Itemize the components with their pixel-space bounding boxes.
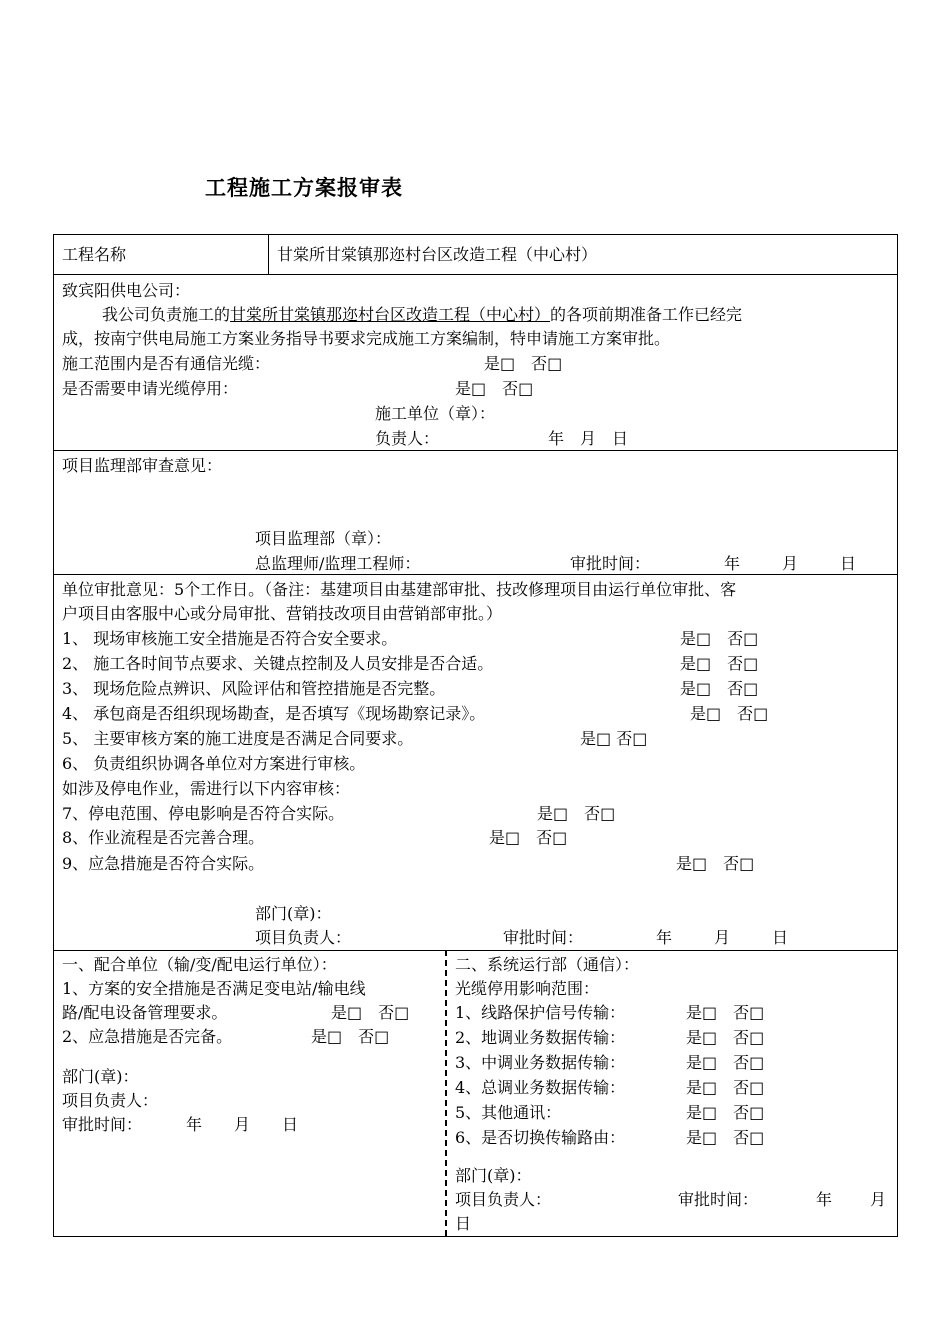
row-divider-3 [53,574,898,575]
application-date: 年 月 日 [548,429,629,448]
application-body-pre: 我公司负责施工的 [102,305,231,324]
review-item-options[interactable]: 是□ 否□ [680,679,759,698]
supervision-engineer: 总监理师/监理工程师： [255,554,421,573]
outage-item-text: 9、应急措施是否符合实际。 [62,854,265,873]
coop-unit-dept-seal: 部门(章)： [62,1067,139,1086]
unit-review-day: 日 [772,928,789,947]
supervision-year: 年 [724,554,741,573]
supervision-day: 日 [840,554,857,573]
sys-ops-month: 月 [870,1190,887,1209]
unit-review-approval-time: 审批时间： [503,928,584,947]
coop-unit-line1: 1、方案的安全措施是否满足变电站/输电线 [62,979,366,998]
document-title: 工程施工方案报审表 [205,175,403,200]
sys-ops-item-options[interactable]: 是□ 否□ [686,1128,765,1147]
row-divider-1 [53,274,898,275]
addressee: 致宾阳供电公司： [62,281,191,300]
sys-ops-heading: 二、系统运行部（通信）： [455,955,640,974]
application-body-line1 [102,305,742,325]
coop-unit-line3: 2、应急措施是否完备。 [62,1027,233,1046]
sys-ops-scope: 光缆停用影响范围： [455,979,600,998]
supervision-approval-time: 审批时间： [570,554,651,573]
table-bottom-border [53,1236,898,1237]
application-body-project: 甘棠所甘棠镇那迩村台区改造工程（中心村） [230,305,551,324]
review-item-options[interactable]: 是□ 否□ [690,704,769,723]
row-divider-4 [53,950,898,951]
review-item-text: 1、 现场审核施工安全措施是否符合安全要求。 [62,629,398,648]
sys-ops-item-text: 6、是否切换传输路由： [455,1128,626,1147]
application-body-line2: 成，按南宁供电局施工方案业务指导书要求完成施工方案编制，特申请施工方案审批。 [62,329,671,348]
review-item-text: 5、 主要审核方案的施工进度是否满足合同要求。 [62,729,414,748]
table-top-border [53,234,898,235]
outage-item-options[interactable]: 是□ 否□ [676,854,755,873]
coop-unit-line3-options[interactable]: 是□ 否□ [311,1027,390,1046]
row-divider-2 [53,450,898,451]
review-item-text: 2、 施工各时间节点要求、关键点控制及人员安排是否合适。 [62,654,494,673]
question-fiber-in-scope: 施工范围内是否有通信光缆： [62,354,271,373]
coop-unit-project-lead: 项目负责人： [62,1091,159,1110]
sys-ops-project-lead: 项目负责人： [455,1190,552,1209]
unit-review-line2: 户项目由客服中心或分局审批、营销技改项目由营销部审批。） [62,604,503,623]
construction-unit-seal: 施工单位（章）： [375,404,496,423]
project-name-value: 甘棠所甘棠镇那迩村台区改造工程（中心村） [277,245,598,264]
sys-ops-dept-seal: 部门(章)： [455,1166,532,1185]
unit-review-project-lead: 项目负责人： [255,928,352,947]
review-item-options[interactable]: 是□ 否□ [580,729,648,748]
coop-unit-line2-options[interactable]: 是□ 否□ [331,1003,410,1022]
sys-ops-item-options[interactable]: 是□ 否□ [686,1053,765,1072]
sys-ops-item-text: 4、总调业务数据传输： [455,1078,626,1097]
coop-unit-approval-time: 审批时间： [62,1115,143,1134]
sys-ops-item-text: 3、中调业务数据传输： [455,1053,626,1072]
outage-intro: 如涉及停电作业，需进行以下内容审核： [62,779,351,798]
coop-unit-line2: 路/配电设备管理要求。 [62,1003,228,1022]
supervision-seal: 项目监理部（章）： [255,529,392,548]
review-item-text: 4、 承包商是否组织现场勘查，是否填写《现场勘察记录》。 [62,704,486,723]
sys-ops-year: 年 [816,1190,833,1209]
sys-ops-item-text: 1、线路保护信号传输： [455,1003,626,1022]
outage-item-text: 7、停电范围、停电影响是否符合实际。 [62,804,345,823]
sys-ops-item-options[interactable]: 是□ 否□ [686,1028,765,1047]
coop-unit-heading: 一、配合单位（输/变/配电运行单位）： [62,955,337,974]
review-item-options[interactable]: 是□ 否□ [680,654,759,673]
coop-unit-date: 年 月 日 [186,1115,299,1134]
outage-item-text: 8、作业流程是否完善合理。 [62,828,265,847]
question-fiber-outage: 是否需要申请光缆停用： [62,379,239,398]
outage-item-options[interactable]: 是□ 否□ [489,828,568,847]
sys-ops-item-options[interactable]: 是□ 否□ [686,1078,765,1097]
review-item-text: 3、 现场危险点辨识、风险评估和管控措施是否完整。 [62,679,446,698]
sys-ops-item-text: 2、地调业务数据传输： [455,1028,626,1047]
application-body-post: 的各项前期准备工作已经完 [550,305,743,324]
outage-item-options[interactable]: 是□ 否□ [537,804,616,823]
unit-review-line1: 单位审批意见：5个工作日。（备注：基建项目由基建部审批、技改修理项目由运行单位审批、客 [62,580,737,599]
sys-ops-approval-time: 审批时间： [678,1190,759,1209]
sys-ops-item-options[interactable]: 是□ 否□ [686,1103,765,1122]
supervision-month: 月 [782,554,799,573]
responsible-person: 负责人： [375,429,440,448]
review-item-text: 6、 负责组织协调各单位对方案进行审核。 [62,754,366,773]
question-fiber-outage-options[interactable]: 是□ 否□ [455,379,534,398]
sys-ops-item-options[interactable]: 是□ 否□ [686,1003,765,1022]
supervision-heading: 项目监理部审查意见： [62,456,223,475]
project-name-divider [268,234,269,274]
unit-review-month: 月 [714,928,731,947]
table-right-border [897,234,898,1236]
bottom-columns-divider [445,950,447,1236]
table-left-border [53,234,54,1236]
review-item-options[interactable]: 是□ 否□ [680,629,759,648]
sys-ops-day: 日 [455,1214,472,1233]
project-name-label: 工程名称 [62,245,127,264]
unit-review-year: 年 [656,928,673,947]
sys-ops-item-text: 5、其他通讯： [455,1103,562,1122]
question-fiber-in-scope-options[interactable]: 是□ 否□ [484,354,563,373]
unit-review-dept-seal: 部门(章)： [255,904,332,923]
